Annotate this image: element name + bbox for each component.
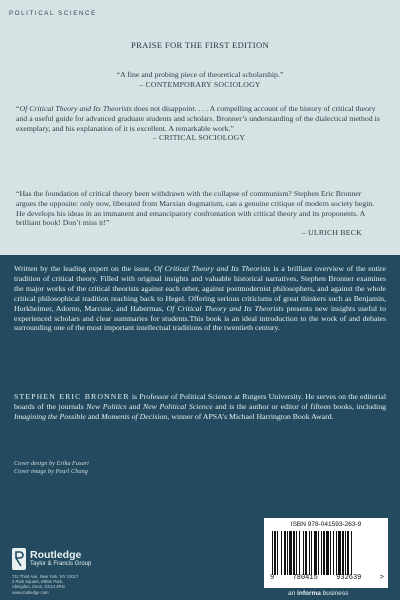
barcode-stripe bbox=[284, 531, 286, 575]
informa-brand: informa bbox=[297, 590, 321, 597]
barcode-stripe bbox=[323, 531, 325, 575]
barcode-stripe bbox=[330, 531, 331, 575]
bio-part-3: , winner of APSA’s Michael Harrington Book Award. bbox=[167, 411, 334, 421]
address-line-4: www.routledge.com bbox=[12, 589, 49, 595]
quote-1-source: – CONTEMPORARY SOCIOLOGY bbox=[139, 79, 261, 89]
barcode-stripe bbox=[303, 531, 304, 575]
informa-tagline bbox=[288, 590, 348, 597]
barcode-bars bbox=[272, 531, 380, 575]
address-line-2: 2 Park Square, Milton Park, bbox=[12, 579, 64, 585]
barcode-stripe bbox=[347, 531, 349, 575]
credit-image: Cover image by Pearl Chang bbox=[14, 468, 88, 475]
bio-and-2: and bbox=[85, 411, 102, 421]
bio-part-1: is Professor of Political Science at Rutgers University. He serves on the editorial boards of the journals bbox=[14, 392, 386, 411]
bio-book-2: Moments of Decision bbox=[101, 411, 168, 421]
praise-heading: PRAISE FOR THE FIRST EDITION bbox=[131, 40, 269, 50]
barcode-stripe bbox=[305, 531, 307, 575]
book-description bbox=[14, 264, 386, 333]
quote-2-text: does not disappoint. . . . A compelling account of the history of critical theory and a useful guide for advanced graduate students and scholars. Bronner’s understanding of the dialectical method is exemplary, and his explanation of it is excellent. A remarkable work.” bbox=[16, 104, 380, 133]
barcode-stripe bbox=[321, 531, 322, 575]
informa-suffix: business bbox=[320, 590, 349, 597]
barcode-stripe bbox=[314, 531, 317, 575]
barcode-stripe bbox=[338, 531, 341, 575]
description-section bbox=[0, 255, 400, 600]
address-line-1: 711 Third Ave, New York, NY 10017 bbox=[12, 574, 79, 579]
bio-book-1: Imagining the Possible bbox=[14, 411, 86, 421]
routledge-mark-icon bbox=[12, 548, 26, 570]
desc-part-2: is a brilliant overview of the entire tradition of critical theory. Filled with original insights and valuable historical narratives, Stephen Bronner examines the major works of the critical theorists against each other, against postmodernist philosophers, and against the whole critical philosophical tradition reaching back to Hegel. Offering serious criticisms of great thinkers such as Benjamin, Horkheimer, Adorno, Marcuse, and Habermas, bbox=[14, 264, 386, 313]
quote-2 bbox=[16, 104, 382, 143]
barcode-stripe bbox=[293, 531, 295, 575]
publisher-name: Routledge bbox=[30, 549, 82, 561]
barcode-stripe bbox=[311, 531, 312, 575]
author-bio bbox=[14, 392, 386, 422]
bio-journal-2: New Political Science bbox=[143, 401, 213, 411]
bio-journal-1: New Politics bbox=[86, 401, 127, 411]
barcode-stripe bbox=[345, 531, 346, 575]
barcode-stripe bbox=[333, 531, 334, 575]
quote-3 bbox=[16, 189, 382, 238]
bio-and: and bbox=[126, 401, 143, 411]
barcode-digit-lead: 9 bbox=[270, 574, 275, 582]
subject-label: POLITICAL SCIENCE bbox=[9, 10, 97, 17]
barcode-stripe bbox=[351, 531, 352, 575]
barcode-addon: > bbox=[379, 574, 384, 582]
quote-3-text: “Has the foundation of critical theory been withdrawn with the collapse of communism? Stephen Eric Bronner argues the opposite: only now, liberated from Marxian dogmatism, can a genuine critique of modern society begin. He develops his ideas in an immanent and emancipatory confrontation with critical theory and its proponents. A brilliant book! Don’t miss it!” bbox=[16, 189, 375, 228]
quote-1-text: “A fine and probing piece of theoretical scholarship.” bbox=[116, 70, 284, 79]
barcode-stripe bbox=[277, 531, 278, 575]
quote-2-source: – CRITICAL SOCIOLOGY bbox=[152, 133, 246, 143]
author-name: STEPHEN ERIC BRONNER bbox=[14, 392, 130, 401]
barcode-stripe bbox=[336, 531, 337, 575]
address-line-3: Abingdon, Oxon, OX14 4RN bbox=[12, 584, 65, 590]
isbn-label: ISBN 978-041593-263-9 bbox=[290, 521, 362, 528]
quote-3-source: – ULRICH BECK bbox=[301, 228, 362, 238]
barcode-stripe bbox=[289, 531, 292, 575]
publisher-address bbox=[12, 574, 78, 595]
barcode-digit-group-1: 780415 bbox=[292, 574, 318, 582]
credit-design: Cover design by Erika Fusari bbox=[14, 460, 89, 467]
desc-part-3: presents new insights useful to experienced scholars and clear summaries for students.This book is an ideal introduction to the work of and debates surrounding one of the most important intellectual traditions of the twentieth century. bbox=[14, 303, 386, 333]
barcode-digits bbox=[270, 574, 384, 582]
praise-section bbox=[0, 0, 400, 255]
quote-2-open: “ bbox=[16, 104, 20, 113]
desc-part-1: Written by the leading expert on the issue, bbox=[14, 264, 155, 273]
barcode-stripe bbox=[274, 531, 276, 575]
barcode-stripe bbox=[309, 531, 310, 575]
barcode-stripe bbox=[296, 531, 297, 575]
barcode-stripe bbox=[299, 531, 300, 575]
desc-book-title-2: Of Critical Theory and Its Theorists bbox=[166, 303, 284, 313]
barcode-stripe bbox=[281, 531, 282, 575]
barcode-stripe bbox=[318, 531, 319, 575]
barcode-stripe bbox=[287, 531, 288, 575]
barcode-stripe bbox=[342, 531, 344, 575]
quote-2-book-title: Of Critical Theory and Its Theorists bbox=[19, 104, 132, 113]
publisher-group: Taylor & Francis Group bbox=[30, 561, 92, 567]
informa-prefix: an bbox=[288, 590, 298, 597]
desc-book-title: Of Critical Theory and Its Theorists bbox=[154, 264, 271, 273]
cover-credits bbox=[14, 460, 89, 476]
barcode-stripe bbox=[326, 531, 329, 575]
barcode-digit-group-2: 932639 bbox=[336, 574, 362, 582]
quote-1 bbox=[60, 70, 340, 90]
barcode bbox=[264, 518, 388, 588]
bio-part-2: and is the author or editor of fifteen books, including bbox=[212, 401, 387, 411]
barcode-stripe bbox=[272, 531, 273, 575]
